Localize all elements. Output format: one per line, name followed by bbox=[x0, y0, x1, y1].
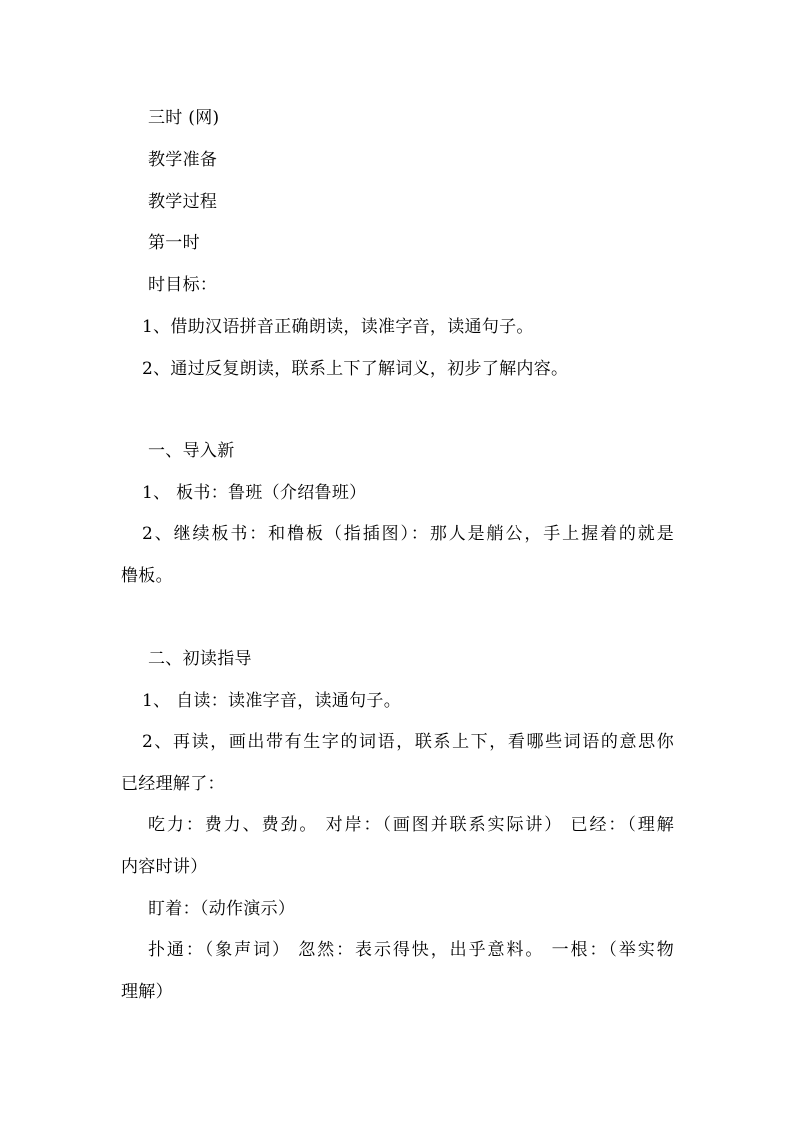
intro-item-2-continued: 橹板。 bbox=[121, 566, 173, 586]
reading-item-2-continued: 已经理解了： bbox=[121, 774, 225, 794]
vocabulary-line-3: 扑通：（象声词） 忽然：表示得快，出乎意料。 一根：（举实物 bbox=[148, 940, 674, 960]
vocabulary-line-1: 吃力：费力、费劲。 对岸：（画图并联系实际讲） 已经：（理解 bbox=[148, 815, 674, 835]
heading-teaching-preparation: 教学准备 bbox=[148, 150, 218, 170]
objective-item-2: 2、通过反复朗读，联系上下了解词义，初步了解内容。 bbox=[142, 359, 569, 379]
intro-item-2: 2、继续板书：和橹板（指插图）：那人是艄公，手上握着的就是 bbox=[142, 524, 674, 544]
vocabulary-line-1-continued: 内容时讲） bbox=[121, 857, 208, 877]
heading-lesson-title: 三时 (网) bbox=[148, 108, 220, 128]
objective-item-1: 1、借助汉语拼音正确朗读，读准字音，读通句子。 bbox=[142, 317, 534, 337]
section-heading-intro: 一、导入新 bbox=[148, 441, 235, 461]
intro-item-1: 1、 板书：鲁班（介绍鲁班） bbox=[142, 483, 367, 503]
reading-item-2: 2、再读，画出带有生字的词语，联系上下，看哪些词语的意思你 bbox=[142, 732, 674, 752]
reading-item-1: 1、 自读：读准字音，读通句子。 bbox=[142, 691, 402, 711]
heading-teaching-process: 教学过程 bbox=[148, 192, 218, 212]
vocabulary-line-3-continued: 理解） bbox=[121, 982, 173, 1002]
vocabulary-line-2: 盯着：（动作演示） bbox=[148, 899, 296, 919]
section-heading-first-reading: 二、初读指导 bbox=[148, 649, 252, 669]
heading-objectives: 时目标： bbox=[148, 275, 218, 295]
heading-first-period: 第一时 bbox=[148, 233, 200, 253]
